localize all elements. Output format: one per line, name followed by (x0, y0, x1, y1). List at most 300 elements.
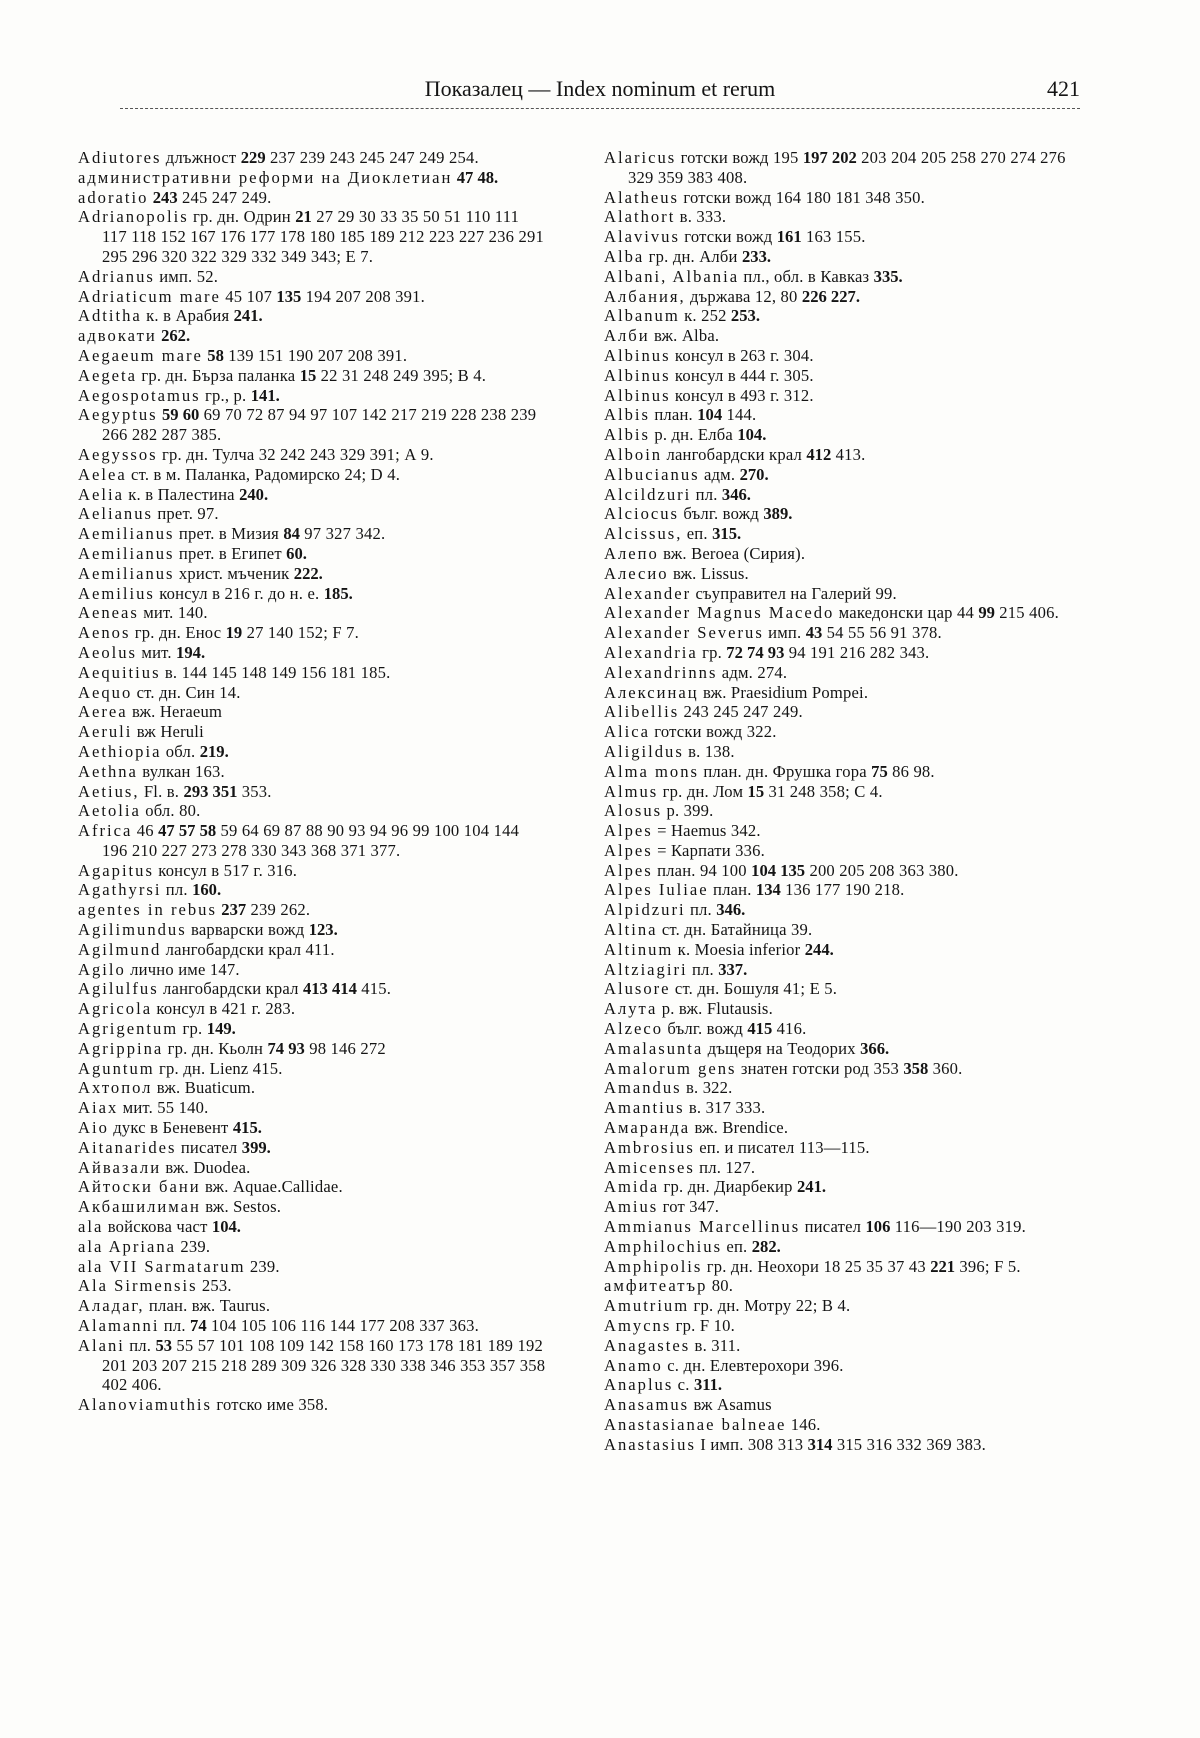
entry-term: Aemilius (78, 583, 155, 603)
entry-refs: пл. (691, 484, 722, 504)
entry-term: Albinus (604, 385, 671, 405)
entry-term: Aetius, (78, 781, 140, 801)
index-entry (78, 287, 548, 307)
entry-term: Alexandrinns (604, 662, 718, 682)
index-entry (78, 722, 548, 742)
entry-term: Almus (604, 781, 659, 801)
entry-refs: р. дн. Елба (649, 425, 738, 445)
index-entry (78, 979, 548, 999)
index-entry (78, 168, 548, 188)
index-entry (78, 1039, 548, 1059)
index-entry (78, 1059, 548, 1079)
entry-term: Agilimundus (78, 920, 187, 940)
index-entry (78, 1395, 548, 1415)
entry-term: Amantius (604, 1098, 685, 1118)
entry-refs: готски вожд 164 180 181 348 350. (679, 187, 925, 207)
index-entry (78, 960, 548, 980)
entry-term: Aequo (78, 682, 133, 702)
index-entry (604, 1395, 1074, 1415)
index-entry (78, 900, 548, 920)
entry-refs: к. 252 (679, 306, 731, 326)
page-number: 421 (1047, 76, 1080, 101)
index-entry (604, 544, 1074, 564)
index-entry (604, 623, 1074, 643)
entry-refs: лангобардски крал 411. (161, 939, 335, 959)
entry-refs: вж. Lissus. (668, 563, 749, 583)
entry-term: Alcildzuri (604, 484, 692, 504)
entry-bold-refs: 104 (697, 405, 723, 425)
entry-refs: прет. 97. (153, 504, 219, 524)
entry-refs: лангобардски крал (662, 444, 807, 464)
entry-bold-refs: 358 (903, 1058, 929, 1078)
entry-term: agentes in rebus (78, 900, 217, 920)
entry-refs: пл. (124, 1335, 156, 1355)
entry-term: амфитеатър (604, 1276, 708, 1296)
entry-bold-refs: 72 74 93 (726, 642, 785, 662)
entry-bold-refs: 337. (718, 959, 748, 979)
entry-refs: гр. дн. Диарбекир (659, 1177, 797, 1197)
entry-refs: 97 327 342. (299, 524, 386, 544)
entry-refs: знатен готски род 353 (736, 1058, 904, 1078)
index-entry (604, 267, 1074, 287)
entry-term: Alaricus (604, 148, 677, 167)
entry-refs: 144. (722, 405, 757, 425)
index-entry (78, 445, 548, 465)
entry-bold-refs: 47 57 58 (158, 821, 217, 841)
index-entry (78, 1257, 548, 1277)
entry-bold-refs: 315. (712, 524, 742, 544)
entry-refs: план. вж. Taurus. (144, 1296, 271, 1316)
entry-term: Alusore (604, 979, 671, 999)
entry-bold-refs: 346. (716, 900, 746, 920)
entry-term: Albis (604, 405, 650, 425)
entry-refs: 315 316 332 369 383. (832, 1434, 987, 1454)
entry-bold-refs: 241. (233, 306, 263, 326)
entry-refs: ст. дн. Батайница 39. (657, 920, 813, 940)
entry-refs: консул в 421 г. 283. (152, 999, 296, 1019)
entry-term: Aemilianus (78, 543, 175, 563)
index-entry (604, 287, 1074, 307)
entry-bold-refs: 104 135 (751, 860, 806, 880)
index-entry (604, 564, 1074, 584)
index-entry (604, 979, 1074, 999)
index-entry (78, 326, 548, 346)
entry-refs: вж Heruli (132, 722, 204, 742)
entry-term: Albinus (604, 365, 671, 385)
index-entry (604, 524, 1074, 544)
index-entry (78, 1276, 548, 1296)
entry-refs: 239 262. (246, 900, 311, 920)
entry-term: Aegospotamus (78, 385, 201, 405)
entry-bold-refs: 135 (276, 286, 302, 306)
entry-term: Алута (604, 999, 658, 1019)
index-column-right (604, 148, 1074, 1455)
entry-bold-refs: 399. (241, 1137, 271, 1157)
entry-term: Alanoviamuthis (78, 1395, 213, 1415)
entry-term: Adrianus (78, 266, 155, 286)
index-entry (604, 999, 1074, 1019)
entry-term: Aemilianus (78, 524, 175, 544)
index-entry (78, 1019, 548, 1039)
entry-refs: пл. 127. (694, 1157, 756, 1177)
entry-refs: пл. (159, 1316, 191, 1336)
entry-bold-refs: 43 (805, 623, 823, 643)
entry-refs: прет. в Мизия (174, 524, 284, 544)
entry-term: Aio (78, 1118, 109, 1138)
entry-refs: еп. (722, 1236, 752, 1256)
entry-refs: гр. дн. Мотру 22; В 4. (689, 1296, 851, 1316)
entry-refs: държава 12, 80 (685, 286, 802, 306)
entry-term: Agathyrsi (78, 880, 162, 900)
index-entry (78, 1158, 548, 1178)
entry-bold-refs: 74 93 (267, 1038, 305, 1058)
entry-refs: съуправител на Галерий 99. (691, 583, 897, 603)
entry-refs: 31 248 358; С 4. (764, 781, 883, 801)
entry-term: Алексинац (604, 682, 699, 702)
entry-term: Amalasunta (604, 1038, 704, 1058)
index-entry (604, 465, 1074, 485)
entry-term: Agilulfus (78, 979, 159, 999)
entry-term: Amycns (604, 1316, 672, 1336)
index-entry (604, 1375, 1074, 1395)
entry-refs: в. 311. (690, 1335, 741, 1355)
entry-term: Alpes (604, 860, 653, 880)
index-entry (78, 346, 548, 366)
index-entry (78, 465, 548, 485)
entry-refs: готски вожд 195 (676, 148, 803, 167)
index-entry (78, 801, 548, 821)
entry-term: Alpidzuri (604, 900, 686, 920)
entry-term: Alexandria (604, 642, 698, 662)
entry-term: Albinus (604, 345, 671, 365)
entry-refs: вж. Alba. (649, 326, 720, 346)
entry-refs: войскова част (103, 1217, 212, 1237)
index-entry (604, 900, 1074, 920)
entry-refs: 27 140 152; F 7. (242, 623, 360, 643)
entry-refs: 116—190 203 319. (890, 1217, 1026, 1237)
entry-term: Aethiopia (78, 741, 162, 761)
entry-bold-refs: 161 (776, 227, 802, 247)
entry-bold-refs: 59 60 (161, 405, 200, 425)
index-entry (604, 247, 1074, 267)
index-entry (604, 326, 1074, 346)
entry-refs: консул в 517 г. 316. (153, 860, 298, 880)
entry-bold-refs: 160. (192, 880, 222, 900)
entry-refs: вулкан 163. (137, 761, 225, 781)
entry-refs: вж. Duodea. (161, 1157, 251, 1177)
entry-refs: обл. 80. (140, 801, 201, 821)
entry-refs: гр. F 10. (671, 1316, 735, 1336)
index-entry (78, 504, 548, 524)
entry-refs: писател (176, 1137, 242, 1157)
entry-term: Amida (604, 1177, 660, 1197)
index-entry (604, 405, 1074, 425)
entry-term: Anagastes (604, 1335, 691, 1355)
entry-refs: варварски вожд (186, 920, 309, 940)
entry-term: Aenos (78, 623, 131, 643)
index-entry (78, 742, 548, 762)
index-entry (604, 920, 1074, 940)
index-entry (78, 485, 548, 505)
index-entry (78, 1098, 548, 1118)
entry-term: Aelia (78, 484, 124, 504)
entry-refs: 163 155. (801, 227, 866, 247)
index-entry (78, 207, 548, 266)
entry-term: административни реформи на Диоклетиан (78, 167, 453, 187)
entry-term: Акбашилиман (78, 1197, 201, 1217)
entry-bold-refs: 243 (152, 187, 178, 207)
entry-term: Ammianus Marcellinus (604, 1217, 801, 1237)
index-entry (604, 207, 1074, 227)
entry-term: Alpes (604, 840, 653, 860)
entry-bold-refs: 123. (308, 920, 338, 940)
entry-bold-refs: 15 (299, 365, 317, 385)
entry-refs: 54 55 56 91 378. (822, 623, 942, 643)
entry-refs: 69 70 72 87 94 97 107 142 217 219 228 238 239 266 282 287 385. (102, 405, 537, 445)
page-header (120, 74, 1080, 110)
entry-refs: план. (649, 405, 698, 425)
index-entry (604, 782, 1074, 802)
entry-bold-refs: 19 (225, 623, 243, 643)
entry-refs: гр. дн. Енос (130, 623, 226, 643)
entry-refs: в. 322. (681, 1078, 733, 1098)
entry-term: Agricola (78, 999, 153, 1019)
entry-bold-refs: 47 48. (456, 167, 499, 187)
entry-refs: 104 105 106 116 144 177 208 337 363. (206, 1316, 479, 1336)
index-entry (604, 227, 1074, 247)
index-entry (604, 1078, 1074, 1098)
entry-term: Aegyptus (78, 405, 158, 425)
entry-bold-refs: 415 (747, 1019, 773, 1039)
entry-refs: 59 64 69 87 88 90 93 94 96 99 100 104 144 196 210 227 273 278 330 343 368 371 377. (102, 821, 520, 860)
entry-refs: гр. дн. Кьолн (163, 1038, 268, 1058)
index-entry (604, 1336, 1074, 1356)
index-entry (78, 188, 548, 208)
entry-term: Alba (604, 246, 645, 266)
entry-term: Alosus (604, 801, 663, 821)
index-entry (78, 940, 548, 960)
entry-bold-refs: 106 (865, 1217, 891, 1237)
entry-refs: 415. (356, 979, 392, 999)
entry-bold-refs: 270. (739, 464, 769, 484)
entry-term: ala VII Sarmatarum (78, 1256, 246, 1276)
entry-term: Albani, Albania (604, 266, 740, 286)
entry-refs: вж. Sestos. (200, 1197, 282, 1217)
entry-refs: 237 239 243 245 247 249 254. (265, 148, 479, 167)
index-entry (78, 1118, 548, 1138)
index-entry (78, 405, 548, 445)
index-entry (604, 366, 1074, 386)
entry-refs: адм. (699, 464, 740, 484)
index-entry (604, 425, 1074, 445)
entry-term: Айвазали (78, 1157, 162, 1177)
entry-refs: = Haemus 342. (652, 821, 761, 841)
index-entry (604, 1257, 1074, 1277)
entry-bold-refs: 413 414 (302, 979, 357, 999)
entry-refs: вж. Buaticum. (152, 1078, 256, 1098)
entry-refs: ст. дн. Син 14. (132, 682, 241, 702)
entry-refs: гот 347. (658, 1197, 720, 1217)
entry-refs: гр. дн. Неохори 18 25 35 37 43 (702, 1256, 931, 1276)
entry-refs: гр. (697, 642, 727, 662)
entry-term: Aegyssos (78, 444, 158, 464)
entry-refs: гр. дн. Алби (644, 246, 742, 266)
index-entry (78, 524, 548, 544)
entry-term: Amphipolis (604, 1256, 703, 1276)
index-entry (78, 1217, 548, 1237)
entry-bold-refs: 74 (190, 1316, 207, 1336)
entry-refs: 46 (132, 821, 159, 841)
entry-term: ala (78, 1217, 104, 1237)
entry-refs: консул в 444 г. 305. (670, 365, 814, 385)
entry-term: Albucianus (604, 464, 700, 484)
entry-refs: 416. (772, 1019, 807, 1039)
entry-term: Aiax (78, 1098, 119, 1118)
index-entry (604, 762, 1074, 782)
index-entry (604, 1237, 1074, 1257)
index-entry (604, 1138, 1074, 1158)
index-entry (604, 603, 1074, 623)
index-entry (78, 306, 548, 326)
index-entry (78, 1078, 548, 1098)
entry-term: Aelianus (78, 504, 153, 524)
entry-bold-refs: 141. (250, 385, 280, 405)
entry-refs: с. дн. Елевтерохори 396. (662, 1355, 844, 1375)
entry-bold-refs: 346. (721, 484, 751, 504)
entry-bold-refs: 53 (155, 1335, 173, 1355)
entry-term: Aetolia (78, 801, 141, 821)
entry-refs: = Карпати 336. (652, 840, 766, 860)
entry-refs: план. 94 100 (652, 860, 752, 880)
entry-term: Ambrosius (604, 1137, 695, 1157)
entry-term: Айтоски бани (78, 1177, 201, 1197)
entry-term: Аладаг, (78, 1296, 145, 1316)
index-entry (78, 1237, 548, 1257)
entry-refs: лично име 147. (125, 959, 240, 979)
entry-bold-refs: 366. (860, 1038, 890, 1058)
entry-refs: прет. в Египет (174, 543, 287, 563)
entry-refs: вж. Heraeum (127, 702, 223, 722)
entry-refs: 203 204 205 258 270 274 276 329 359 383 408. (628, 148, 1066, 187)
entry-term: Alibellis (604, 702, 680, 722)
entry-refs: гр. дн. Бърза паланка (137, 365, 300, 385)
entry-term: Алесио (604, 563, 669, 583)
entry-refs: к. в Арабия (141, 306, 234, 326)
index-entry (604, 861, 1074, 881)
index-entry (604, 1039, 1074, 1059)
entry-refs: 146. (786, 1415, 821, 1434)
entry-term: Alpes (604, 821, 653, 841)
entry-refs: I имп. 308 313 (695, 1434, 808, 1454)
entry-term: Anasamus (604, 1395, 690, 1415)
entry-term: Altina (604, 920, 658, 940)
entry-term: Africa (78, 821, 133, 841)
entry-bold-refs: 185. (323, 583, 353, 603)
entry-bold-refs: 415. (232, 1118, 262, 1138)
entry-term: Agapitus (78, 860, 154, 880)
index-entry (604, 1415, 1074, 1435)
index-entry (604, 306, 1074, 326)
header-rule (120, 108, 1080, 109)
entry-refs: вж. Beroea (Сирия). (658, 543, 806, 563)
entry-refs: план. дн. Фрушка гора (698, 761, 872, 781)
entry-term: Adiutores (78, 148, 162, 167)
entry-bold-refs: 293 351 (183, 781, 238, 801)
index-entry (604, 1356, 1074, 1376)
entry-term: Anamo (604, 1355, 663, 1375)
entry-bold-refs: 412 (806, 444, 832, 464)
entry-term: Albis (604, 425, 650, 445)
entry-term: Ala Sirmensis (78, 1276, 198, 1296)
index-entry (604, 702, 1074, 722)
index-entry (78, 920, 548, 940)
entry-refs: к. Moesia inferior (673, 939, 805, 959)
entry-bold-refs: 222. (293, 563, 323, 583)
entry-term: Agrigentum (78, 1019, 179, 1039)
entry-term: Alzeco (604, 1019, 663, 1039)
entry-bold-refs: 262. (161, 326, 191, 346)
entry-bold-refs: 226 227. (801, 286, 860, 306)
index-entry (78, 643, 548, 663)
entry-refs: 239. (176, 1236, 211, 1256)
entry-term: Altziagiri (604, 959, 688, 979)
entry-term: Anastasius (604, 1434, 696, 1454)
entry-term: Alexander (604, 583, 692, 603)
entry-bold-refs: 244. (804, 939, 834, 959)
index-entry (78, 1138, 548, 1158)
entry-term: Amalorum gens (604, 1058, 737, 1078)
entry-refs: 245 247 249. (177, 187, 272, 207)
entry-term: Adriaticum mare (78, 286, 221, 306)
index-entry (604, 1296, 1074, 1316)
index-entry (78, 366, 548, 386)
entry-term: Aequitius (78, 662, 161, 682)
entry-term: Alexander Severus (604, 623, 764, 643)
entry-refs: имп. 52. (154, 266, 219, 286)
entry-term: Alathort (604, 207, 676, 227)
entry-refs: в. 138. (683, 741, 735, 761)
index-entry (604, 1059, 1074, 1079)
entry-refs: 360. (928, 1058, 963, 1078)
index-entry (604, 880, 1074, 900)
index-entry (78, 702, 548, 722)
entry-term: Alica (604, 722, 650, 742)
index-entry (78, 1336, 548, 1395)
entry-refs: 86 98. (887, 761, 935, 781)
entry-bold-refs: 194. (176, 642, 206, 662)
entry-refs: вж. Aquae.Callidae. (200, 1177, 343, 1197)
index-entry (604, 1019, 1074, 1039)
entry-refs: гр. дн. Одрин (188, 207, 296, 227)
entry-refs: дъщеря на Теодорих (703, 1038, 861, 1058)
index-entry (78, 584, 548, 604)
entry-term: адвокати (78, 326, 157, 346)
entry-term: Aelea (78, 464, 127, 484)
entry-refs: бълг. вожд (663, 1019, 748, 1039)
index-entry (604, 821, 1074, 841)
entry-refs: 200 205 208 363 380. (805, 860, 959, 880)
index-entry (604, 663, 1074, 683)
entry-term: Aitanarides (78, 1137, 177, 1157)
entry-refs: гр. дн. Тулча 32 242 243 329 391; А 9. (157, 444, 434, 464)
entry-term: Agilmund (78, 939, 162, 959)
entry-bold-refs: 389. (763, 504, 793, 524)
entry-refs: гр. дн. Лом (658, 781, 748, 801)
entry-bold-refs: 104. (211, 1217, 241, 1237)
index-entry (604, 841, 1074, 861)
entry-bold-refs: 311. (693, 1375, 723, 1395)
entry-term: ala Apriana (78, 1236, 177, 1256)
